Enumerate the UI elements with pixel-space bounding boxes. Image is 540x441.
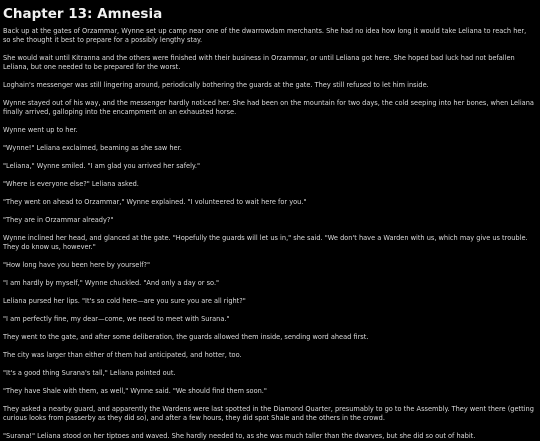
paragraph: "Leliana," Wynne smiled. "I am glad you arrived her safely.": [3, 162, 200, 170]
paragraph: They asked a nearby guard, and apparently the Wardens were last spotted in the Diamond Quarter, presumably to go to the Assembly. They went there (getting curious looks from passerby as they did so), and after a few hours, they did spot Shale and the others in the crowd.: [3, 405, 534, 422]
chapter-body: [3, 27, 535, 441]
paragraph: Wynne inclined her head, and glanced at the gate. "Hopefully the guards will let us in," she said. "We don't have a Warden with us, which may give us trouble. They do know us, however.": [3, 234, 528, 251]
paragraph: "Surana!" Leliana stood on her tiptoes and waved. She hardly needed to, as she was much taller than the dwarves, but she did so out of habit.: [3, 432, 476, 440]
paragraph: "They have Shale with them, as well," Wynne said. "We should find them soon.": [3, 387, 267, 395]
paragraph: "I am hardly by myself," Wynne chuckled. "And only a day or so.": [3, 279, 220, 287]
paragraph: Wynne went up to her.: [3, 126, 78, 134]
paragraph: "It's a good thing Surana's tall," Leliana pointed out.: [3, 369, 176, 377]
paragraph: "Where is everyone else?" Leliana asked.: [3, 180, 139, 188]
paragraph: The city was larger than either of them had anticipated, and hotter, too.: [3, 351, 242, 359]
paragraph: "They went on ahead to Orzammar," Wynne explained. "I volunteered to wait here for you.": [3, 198, 307, 206]
paragraph: Back up at the gates of Orzammar, Wynne set up camp near one of the dwarrowdam merchants. She had no idea how long it would take Leliana to reach her, so she thought it best to prepare for a possibly lengthy stay.: [3, 27, 527, 44]
paragraph: "Wynne!" Leliana exclaimed, beaming as she saw her.: [3, 144, 182, 152]
paragraph: "I am perfectly fine, my dear—come, we need to meet with Surana.": [3, 315, 230, 323]
paragraph: She would wait until Kitranna and the others were finished with their business in Orzammar, or until Leliana got here. She hoped bad luck had not befallen Leliana, but one needed to be prepared for the worst.: [3, 54, 515, 71]
paragraph: Wynne stayed out of his way, and the messenger hardly noticed her. She had been on the mountain for two days, the cold seeping into her bones, when Leliana finally arrived, galloping into the encampment on an exhausted horse.: [3, 99, 534, 116]
paragraph: "They are in Orzammar already?": [3, 216, 114, 224]
paragraph: "How long have you been here by yourself?": [3, 261, 151, 269]
paragraph: They went to the gate, and after some deliberation, the guards allowed them inside, sending word ahead first.: [3, 333, 369, 341]
chapter-title: Chapter 13: Amnesia: [3, 6, 163, 22]
paragraph: Loghain's messenger was still lingering around, periodically bothering the guards at the gate. They still refused to let him inside.: [3, 81, 429, 89]
paragraph: Leliana pursed her lips. "It's so cold here—are you sure you are all right?": [3, 297, 246, 305]
